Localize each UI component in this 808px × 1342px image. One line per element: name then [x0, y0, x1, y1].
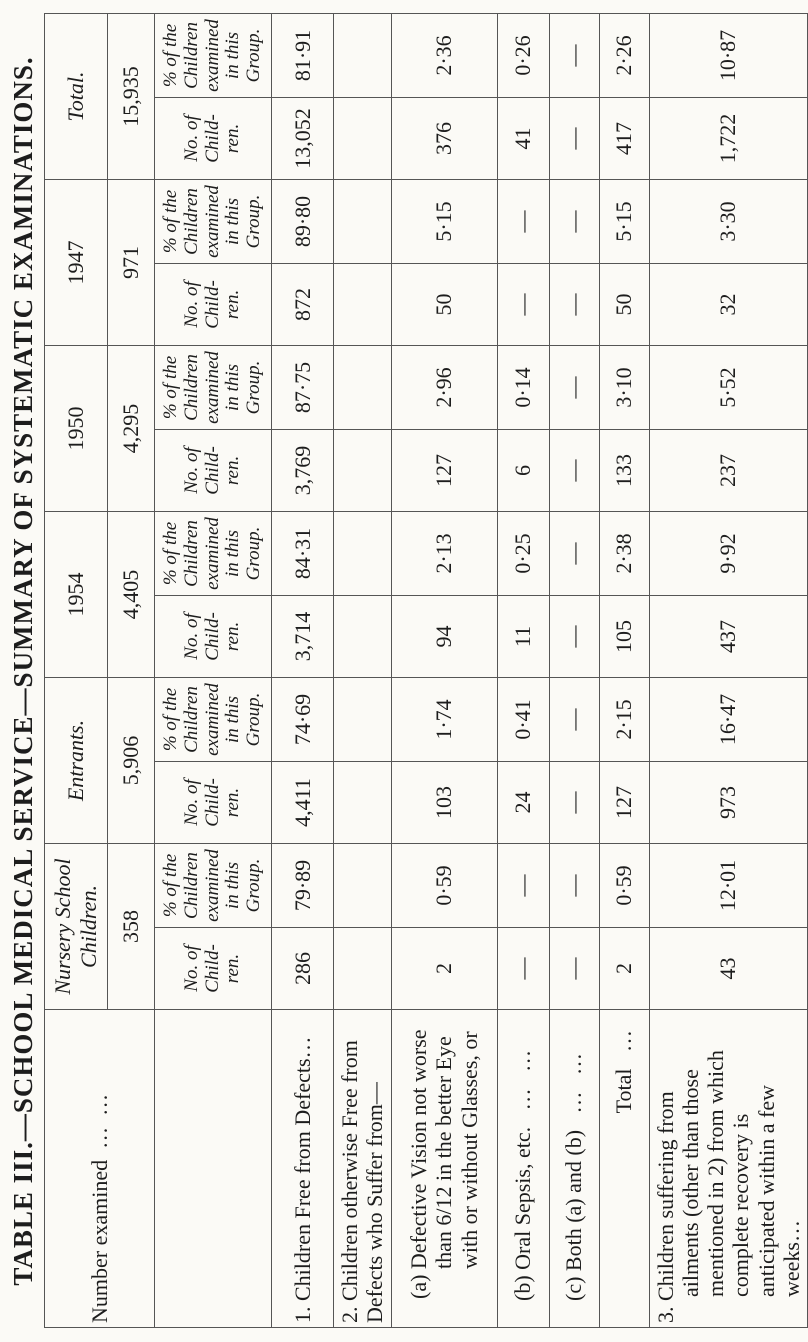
table-cell: 127: [391, 429, 497, 511]
table-cell: —: [549, 595, 599, 677]
table-row: [497, 13, 549, 1327]
table-cell: 973: [649, 762, 808, 844]
table-cell: 237: [649, 429, 808, 511]
table-cell: 2·38: [599, 511, 649, 595]
col-pct-1954: % of the Children examined in this Group.: [155, 511, 272, 595]
table-cell: 2·13: [391, 511, 497, 595]
table-cell: —: [497, 263, 549, 345]
table-cell: —: [549, 844, 599, 928]
col-no-1950: No. of Child-ren.: [155, 429, 272, 511]
table-cell: 79·89: [272, 844, 334, 928]
row-label-2: 2. Children otherwise Free from Defects who Suffer from—: [334, 1010, 392, 1328]
table-cell: —: [549, 345, 599, 429]
table-cell: 2·96: [391, 345, 497, 429]
col-no-1947: No. of Child-ren.: [155, 263, 272, 345]
group-total: Total.: [45, 13, 108, 179]
table-cell: —: [497, 179, 549, 263]
stub-blank: [155, 1010, 272, 1328]
row-label: 1. Children Free from Defects…: [272, 1010, 334, 1328]
table-row: [549, 13, 599, 1327]
col-pct-nursery: % of the Children examined in this Group.: [155, 844, 272, 928]
row-label: (a) Defective Vision not worse than 6/12 in the better Eye with or without Glasses, or: [391, 1010, 497, 1328]
table-row: [599, 13, 649, 1327]
column-header-row: [155, 13, 272, 1327]
table-cell: 417: [599, 97, 649, 179]
examined-1954: 4,405: [108, 511, 155, 677]
table-title: TABLE III.—SCHOOL MEDICAL SERVICE—SUMMARY OF SYSTEMATIC EXAMINATIONS.: [8, 56, 38, 1286]
table-row: [334, 13, 392, 1327]
examined-total: 15,935: [108, 13, 155, 179]
col-no-1954: No. of Child-ren.: [155, 595, 272, 677]
examined-1947: 971: [108, 179, 155, 345]
table-cell: 0·25: [497, 511, 549, 595]
col-pct-1947: % of the Children examined in this Group.: [155, 179, 272, 263]
table-cell: 41: [497, 97, 549, 179]
table-cell: 3·10: [599, 345, 649, 429]
table-row: [272, 13, 334, 1327]
table-cell: —: [497, 844, 549, 928]
table-cell: 2: [391, 928, 497, 1010]
table-cell: 24: [497, 762, 549, 844]
table-cell: 2·26: [599, 13, 649, 97]
table-cell: 5·52: [649, 345, 808, 429]
examined-nursery: 358: [108, 844, 155, 1010]
table-cell: 0·26: [497, 13, 549, 97]
table-cell: 6: [497, 429, 549, 511]
stub-number-examined: Number examined … …: [45, 1010, 155, 1328]
table-cell: 11: [497, 595, 549, 677]
table-cell: —: [549, 263, 599, 345]
table-cell: 0·59: [599, 844, 649, 928]
col-pct-1950: % of the Children examined in this Group.: [155, 345, 272, 429]
table-cell: 50: [391, 263, 497, 345]
table-cell: 0·59: [391, 844, 497, 928]
row-label: (c) Both (a) and (b) … …: [549, 1010, 599, 1328]
table-cell: 84·31: [272, 511, 334, 595]
table-cell: —: [549, 677, 599, 761]
table-cell: —: [549, 762, 599, 844]
table-cell: —: [549, 97, 599, 179]
table-cell: 437: [649, 595, 808, 677]
table-cell: 32: [649, 263, 808, 345]
table-cell: 13,052: [272, 97, 334, 179]
table-cell: —: [497, 928, 549, 1010]
table-cell: 81·91: [272, 13, 334, 97]
col-no-total: No. of Child-ren.: [155, 97, 272, 179]
summary-table: [44, 13, 808, 1328]
table-cell: 74·69: [272, 677, 334, 761]
table-cell: 105: [599, 595, 649, 677]
table-cell: —: [549, 928, 599, 1010]
table-cell: 50: [599, 263, 649, 345]
group-nursery: Nursery School Children.: [45, 844, 108, 1010]
table-cell: —: [549, 429, 599, 511]
table-cell: —: [549, 511, 599, 595]
row-label: 3. Children suffering from ailments (other than those mentioned in 2) from which complete recovery is anticipated within a few weeks…: [649, 1010, 808, 1328]
table-cell: 3·30: [649, 179, 808, 263]
table-cell: 872: [272, 263, 334, 345]
table-cell: 12·01: [649, 844, 808, 928]
table-cell: 1·74: [391, 677, 497, 761]
row-label: Total …: [599, 1010, 649, 1328]
col-pct-entrants: % of the Children examined in this Group.: [155, 677, 272, 761]
group-entrants: Entrants.: [45, 677, 108, 843]
examined-1950: 4,295: [108, 345, 155, 511]
table-cell: 286: [272, 928, 334, 1010]
table-cell: 9·92: [649, 511, 808, 595]
table-cell: 4,411: [272, 762, 334, 844]
table-cell: 376: [391, 97, 497, 179]
group-1950: 1950: [45, 345, 108, 511]
table-cell: 16·47: [649, 677, 808, 761]
group-header-row: [45, 13, 108, 1327]
table-cell: 87·75: [272, 345, 334, 429]
table-cell: 5·15: [599, 179, 649, 263]
table-cell: 2·15: [599, 677, 649, 761]
group-1947: 1947: [45, 179, 108, 345]
table-cell: —: [549, 13, 599, 97]
table-cell: 0·14: [497, 345, 549, 429]
col-no-nursery: No. of Child-ren.: [155, 928, 272, 1010]
table-cell: 127: [599, 762, 649, 844]
table-cell: 43: [649, 928, 808, 1010]
col-no-entrants: No. of Child-ren.: [155, 762, 272, 844]
table-cell: 133: [599, 429, 649, 511]
table-cell: —: [549, 179, 599, 263]
table-cell: 2·36: [391, 13, 497, 97]
table-cell: 0·41: [497, 677, 549, 761]
examined-entrants: 5,906: [108, 677, 155, 843]
table-cell: 3,714: [272, 595, 334, 677]
row-label: (b) Oral Sepsis, etc. … …: [497, 1010, 549, 1328]
table-cell: 2: [599, 928, 649, 1010]
col-pct-total: % of the Children examined in this Group.: [155, 13, 272, 97]
table-cell: 3,769: [272, 429, 334, 511]
group-1954: 1954: [45, 511, 108, 677]
table-cell: 5·15: [391, 179, 497, 263]
table-cell: 89·80: [272, 179, 334, 263]
table-row: [649, 13, 808, 1327]
table-cell: 94: [391, 595, 497, 677]
table-row: [391, 13, 497, 1327]
table-cell: 103: [391, 762, 497, 844]
table-cell: 10·87: [649, 13, 808, 97]
table-cell: 1,722: [649, 97, 808, 179]
